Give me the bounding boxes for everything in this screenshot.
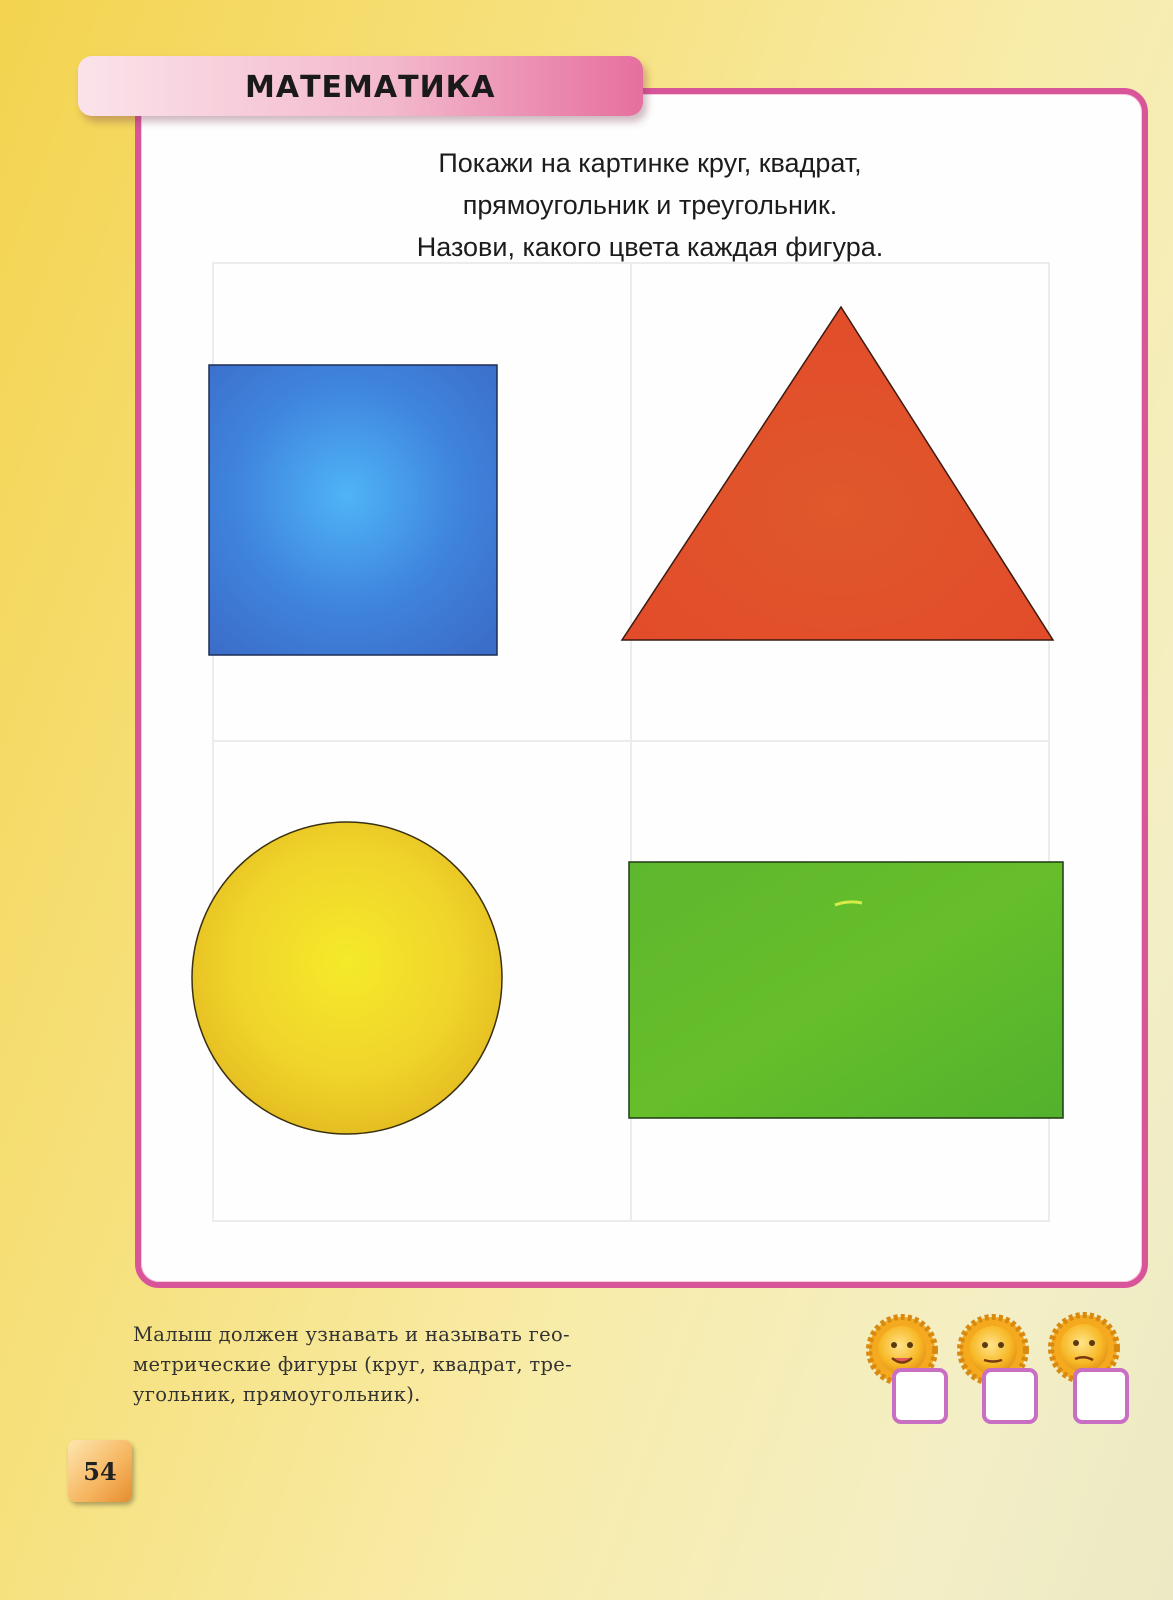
checkbox-unsure[interactable] [1075, 1370, 1127, 1422]
self-assessment-suns [860, 1310, 1150, 1440]
task-line: Назови, какого цвета каждая фигура. [416, 232, 884, 262]
blue-square[interactable] [209, 365, 497, 655]
task-line: прямоугольник и треугольник. [462, 190, 838, 220]
note-line: метрические фигуры (круг, квадрат, тре- [133, 1353, 572, 1376]
green-rectangle[interactable] [629, 862, 1063, 1118]
task-line: Покажи на картинке круг, квадрат, [438, 148, 862, 178]
yellow-circle[interactable] [192, 822, 502, 1134]
red-triangle[interactable] [622, 307, 1053, 640]
parent-note [133, 1320, 693, 1410]
note-line: угольник, прямоугольник). [133, 1383, 421, 1406]
section-title: МАТЕМАТИКА [245, 70, 496, 105]
page-number: 54 [68, 1440, 132, 1502]
note-line: Малыш должен узнавать и называть гео- [133, 1323, 570, 1346]
checkbox-neutral[interactable] [984, 1370, 1036, 1422]
checkbox-happy[interactable] [894, 1370, 946, 1422]
